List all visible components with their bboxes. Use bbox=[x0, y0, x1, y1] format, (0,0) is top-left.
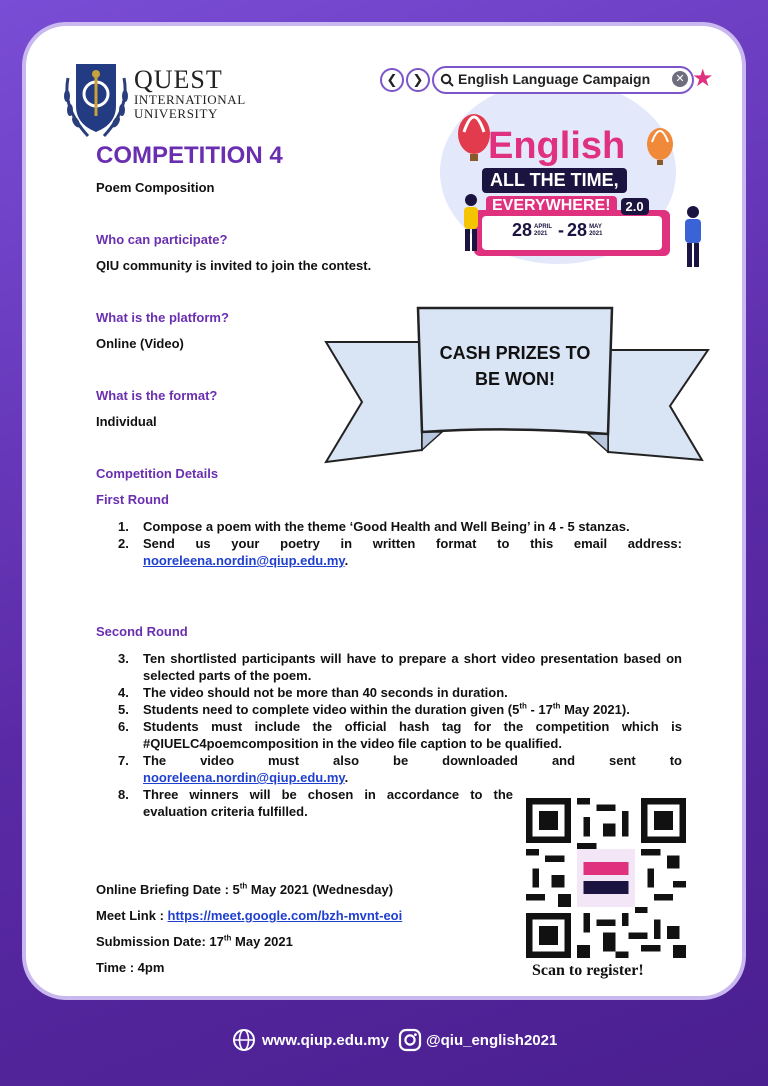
campaign-dates bbox=[512, 220, 602, 241]
date-start-meta bbox=[534, 224, 552, 238]
campaign-search-bar[interactable] bbox=[432, 66, 694, 94]
list-item bbox=[118, 650, 682, 684]
close-icon[interactable]: ✕ bbox=[672, 71, 688, 87]
campaign-everywhere: EVERYWHERE! bbox=[486, 196, 617, 216]
list-text-wrap bbox=[143, 701, 682, 718]
footer bbox=[0, 1020, 768, 1064]
uni-name-line2: INTERNATIONAL bbox=[134, 92, 246, 108]
list-number: 1. bbox=[118, 519, 129, 534]
question-who: Who can participate? bbox=[96, 232, 228, 247]
second-round-list bbox=[118, 650, 682, 820]
date-start-year: 2021 bbox=[534, 230, 548, 237]
list-number: 8. bbox=[118, 787, 129, 802]
list-number: 3. bbox=[118, 651, 129, 666]
list-text: May 2021). bbox=[560, 702, 630, 717]
cash-prize-text bbox=[430, 340, 600, 392]
briefing-date-label: Online Briefing Date : 5 bbox=[96, 882, 240, 897]
person-icon bbox=[456, 192, 486, 254]
date-end-month: MAY bbox=[589, 223, 602, 230]
time: Time : 4pm bbox=[96, 960, 165, 975]
list-number: 7. bbox=[118, 753, 129, 768]
answer-format: Individual bbox=[96, 414, 157, 429]
list-text: Students need to complete video within the duration given (5 bbox=[143, 702, 520, 717]
campaign-title-line2: ALL THE TIME, bbox=[482, 168, 627, 193]
instagram-icon bbox=[398, 1028, 422, 1052]
nav-forward-button[interactable] bbox=[406, 68, 430, 92]
briefing-date bbox=[96, 882, 393, 897]
email-link[interactable]: nooreleena.nordin@qiup.edu.my bbox=[143, 770, 345, 785]
list-item bbox=[118, 518, 682, 535]
meet-link[interactable]: https://meet.google.com/bzh-mvnt-eoi bbox=[167, 908, 403, 923]
uni-name-line3: UNIVERSITY bbox=[134, 105, 218, 121]
campaign-version: 2.0 bbox=[621, 198, 649, 215]
campaign-artwork bbox=[378, 62, 714, 272]
list-item bbox=[118, 752, 682, 786]
qr-caption: Scan to register! bbox=[532, 962, 644, 979]
list-text: Compose a poem with the theme ‘Good Health and Well Being’ in 4 - 5 stanzas. bbox=[143, 519, 630, 534]
list-text-end: . bbox=[344, 770, 349, 785]
date-end-meta bbox=[589, 224, 602, 238]
superscript: th bbox=[519, 701, 527, 711]
date-dash: - bbox=[558, 220, 565, 240]
question-platform: What is the platform? bbox=[96, 310, 229, 325]
instagram-text: @qiu_english2021 bbox=[426, 1031, 558, 1049]
cash-prize-banner bbox=[322, 302, 712, 477]
submission-label: Submission Date: 17 bbox=[96, 934, 224, 949]
footer-website[interactable] bbox=[232, 1028, 389, 1052]
competition-title: COMPETITION 4 bbox=[96, 142, 283, 169]
second-round-heading: Second Round bbox=[96, 624, 188, 639]
list-text-wrap bbox=[143, 752, 682, 786]
list-item bbox=[118, 701, 682, 718]
list-text: The video must also be downloaded and sent to bbox=[143, 753, 682, 768]
list-number: 5. bbox=[118, 702, 129, 717]
university-name bbox=[134, 66, 246, 121]
competition-subtitle: Poem Composition bbox=[96, 180, 215, 195]
briefing-date-value: May 2021 (Wednesday) bbox=[247, 882, 394, 897]
person-icon bbox=[678, 204, 708, 270]
list-text: Send us your poetry in written format to this email address: bbox=[143, 536, 682, 551]
website-text: www.qiup.edu.my bbox=[262, 1031, 389, 1049]
campaign-title-english: English bbox=[488, 125, 626, 167]
uni-name-line1: QUEST bbox=[134, 65, 223, 94]
meet-link-row bbox=[96, 908, 402, 923]
list-item bbox=[118, 718, 682, 752]
list-number: 2. bbox=[118, 536, 129, 551]
list-text: - 17 bbox=[526, 702, 553, 717]
chevron-right-icon: ❯ bbox=[412, 72, 424, 87]
submission-value: May 2021 bbox=[231, 934, 293, 949]
superscript: th bbox=[239, 881, 248, 891]
answer-platform: Online (Video) bbox=[96, 336, 184, 351]
list-number: 4. bbox=[118, 685, 129, 700]
campaign-title-line3 bbox=[486, 196, 649, 216]
search-text: English Language Campaign bbox=[458, 71, 651, 87]
star-icon: ★ bbox=[692, 65, 714, 92]
qr-code[interactable] bbox=[526, 798, 686, 958]
footer-instagram[interactable] bbox=[398, 1028, 557, 1052]
search-icon bbox=[440, 73, 454, 87]
date-end-year: 2021 bbox=[589, 230, 603, 237]
meet-link-label: Meet Link : bbox=[96, 908, 168, 923]
nav-back-button[interactable] bbox=[380, 68, 404, 92]
first-round-list bbox=[118, 518, 682, 569]
email-link[interactable]: nooreleena.nordin@qiup.edu.my bbox=[143, 553, 345, 568]
list-number: 6. bbox=[118, 719, 129, 734]
list-text: The video should not be more than 40 seconds in duration. bbox=[143, 685, 508, 700]
answer-who: QIU community is invited to join the contest. bbox=[96, 258, 372, 273]
globe-icon bbox=[232, 1028, 256, 1052]
banner-line1: CASH PRIZES TO bbox=[439, 343, 591, 363]
superscript: th bbox=[552, 701, 561, 711]
question-format: What is the format? bbox=[96, 388, 218, 403]
date-start-day: 28 bbox=[512, 220, 533, 240]
superscript: th bbox=[223, 933, 232, 943]
details-heading: Competition Details bbox=[96, 466, 219, 481]
first-round-heading: First Round bbox=[96, 492, 169, 507]
banner-line2: BE WON! bbox=[475, 369, 555, 389]
chevron-left-icon: ❮ bbox=[386, 72, 398, 87]
date-end-day: 28 bbox=[567, 220, 588, 240]
list-text-end: . bbox=[344, 553, 349, 568]
list-text: Students must include the official hash tag for the competition which is #QIUELC4poemcomposition in the video file caption to be qualified. bbox=[143, 719, 682, 751]
date-start-month: APRIL bbox=[534, 223, 553, 230]
list-text: Ten shortlisted participants will have to prepare a short video presentation based on selected parts of the poem. bbox=[143, 651, 682, 683]
list-item bbox=[118, 684, 682, 701]
poster-card bbox=[22, 22, 746, 1000]
list-text-wrap bbox=[143, 535, 682, 569]
submission-date bbox=[96, 934, 293, 949]
list-item bbox=[118, 535, 682, 569]
list-text: Three winners will be chosen in accordance to the evaluation criteria fulfilled. bbox=[143, 787, 513, 819]
